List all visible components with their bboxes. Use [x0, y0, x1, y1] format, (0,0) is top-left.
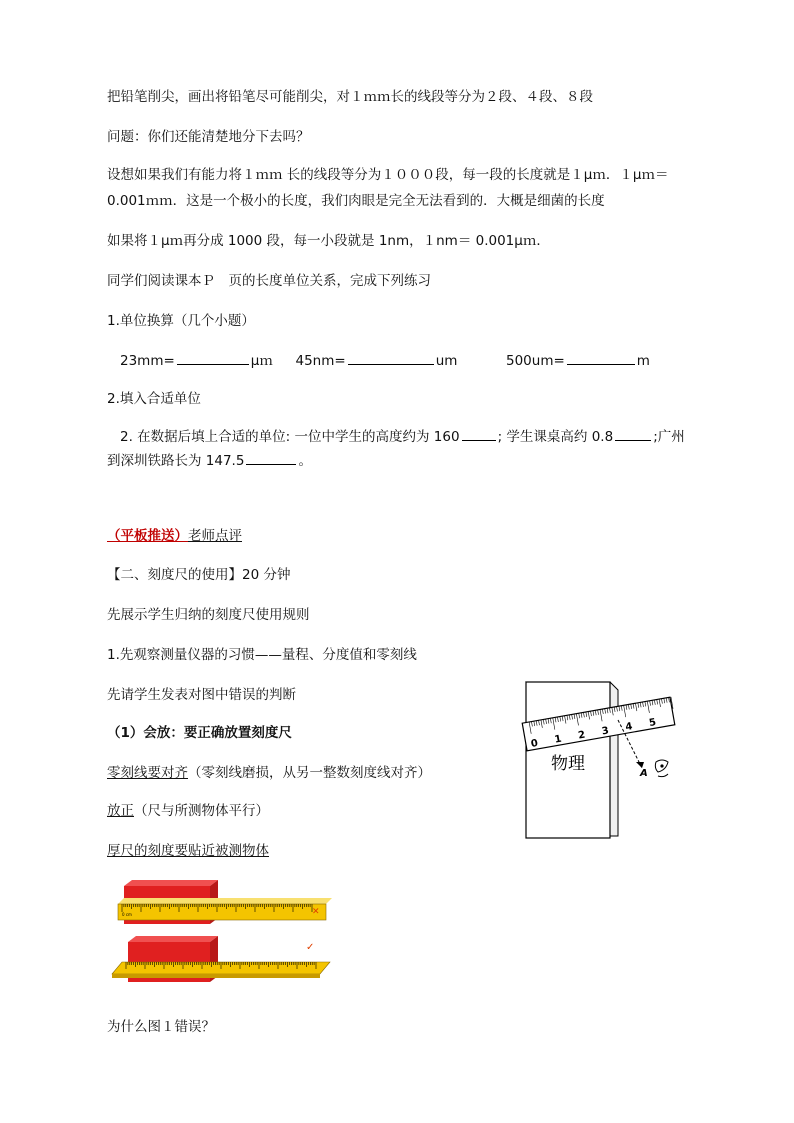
- fill-unit-row-2: [107, 450, 312, 470]
- ruler-label-3: 3: [601, 725, 610, 738]
- ruler1-tick-label: 0 cm: [122, 912, 132, 917]
- text-line: 同学们阅读课本Ｐ 页的长度单位关系，完成下列练习: [107, 273, 431, 289]
- conv1-blank[interactable]: [177, 350, 249, 365]
- fill-unit-row: [120, 426, 685, 446]
- fill-text-4: 到深圳铁路长为 147.5: [107, 453, 245, 469]
- conv2-unit: um: [435, 353, 458, 369]
- place-straight-note: （尺与所测物体平行）: [134, 803, 269, 819]
- conv2-prefix: 45nm=: [295, 353, 346, 369]
- block-ruler-figure: [110, 878, 342, 992]
- book-label: 物理: [551, 754, 585, 774]
- eye-label: A: [640, 768, 648, 779]
- conv2-blank[interactable]: [348, 350, 434, 365]
- eye-icon: [655, 760, 668, 777]
- text-line: 问题：你们还能清楚地分下去吗？: [107, 129, 310, 145]
- zero-align-rule: 零刻线要对齐: [107, 765, 188, 781]
- subheading: （1）会放：要正确放置刻度尺: [107, 725, 292, 741]
- conv3-blank[interactable]: [567, 350, 635, 365]
- fill-text-2: ; 学生课桌高约 0.8: [497, 429, 614, 445]
- right-mark: ✓: [306, 942, 315, 953]
- conversion-row: [120, 350, 650, 370]
- desk-unit-blank[interactable]: [615, 426, 651, 441]
- conv3-prefix: 500um=: [506, 353, 565, 369]
- text-line: 把铅笔削尖，画出将铅笔尽可能削尖，对１ｍｍ长的线段等分为２段、４段、８段: [107, 89, 593, 105]
- text-line: 1.单位换算（几个小题）: [107, 313, 255, 329]
- text-line: 先请学生发表对图中错误的判断: [107, 687, 296, 703]
- fill-text-5: 。: [298, 453, 312, 469]
- conv3-unit: m: [636, 353, 650, 369]
- ruler-label-0: 0: [530, 737, 539, 750]
- text-line: 设想如果我们有能力将１ｍｍ 长的线段等分为１０００段，每一段的长度就是１μｍ．１μｍ＝: [107, 167, 669, 183]
- section-heading: 【二、刻度尺的使用】20 分钟: [107, 567, 291, 583]
- text-line: 厚尺的刻度要贴近被测物体: [107, 843, 269, 859]
- place-straight-rule: 放正: [107, 803, 134, 819]
- wrong-mark: ✕: [312, 907, 320, 917]
- text-line: 2.填入合适单位: [107, 391, 201, 407]
- conv1-prefix: 23mm=: [120, 353, 175, 369]
- zero-align-note: （零刻线磨损，从另一整数刻度线对齐）: [188, 765, 431, 781]
- tablet-push-link[interactable]: （平板推送）: [107, 528, 188, 544]
- text-line: 先展示学生归纳的刻度尺使用规则: [107, 607, 310, 623]
- conv1-unit: μｍ: [250, 353, 273, 369]
- tablet-push-line: [107, 527, 242, 545]
- fill-text-1: 2. 在数据后填上合适的单位: 一位中学生的高度约为 160: [120, 429, 460, 445]
- text-line: 0.001ｍｍ．这是一个极小的长度，我们肉眼是完全无法看到的．大概是细菌的长度: [107, 193, 605, 209]
- fill-text-3: ;广州: [653, 429, 685, 445]
- text-line: 为什么图１错误？: [107, 1019, 215, 1035]
- text-line: [107, 802, 269, 820]
- text-line: 1.先观察测量仪器的习惯——量程、分度值和零刻线: [107, 647, 417, 663]
- text-line: 如果将１μｍ再分成 1000 段，每一小段就是 1nm，１nm＝ 0.001μｍ．: [107, 233, 550, 249]
- ruler-reading-figure: [518, 676, 678, 844]
- height-unit-blank[interactable]: [462, 426, 496, 441]
- ruler-label-1: 1: [553, 733, 563, 746]
- rail-unit-blank[interactable]: [246, 450, 296, 465]
- text-line: [107, 764, 431, 782]
- teacher-comment: 老师点评: [188, 528, 242, 544]
- ruler-label-5: 5: [648, 717, 658, 730]
- ruler-label-4: 4: [624, 721, 634, 734]
- ruler-label-2: 2: [577, 729, 587, 742]
